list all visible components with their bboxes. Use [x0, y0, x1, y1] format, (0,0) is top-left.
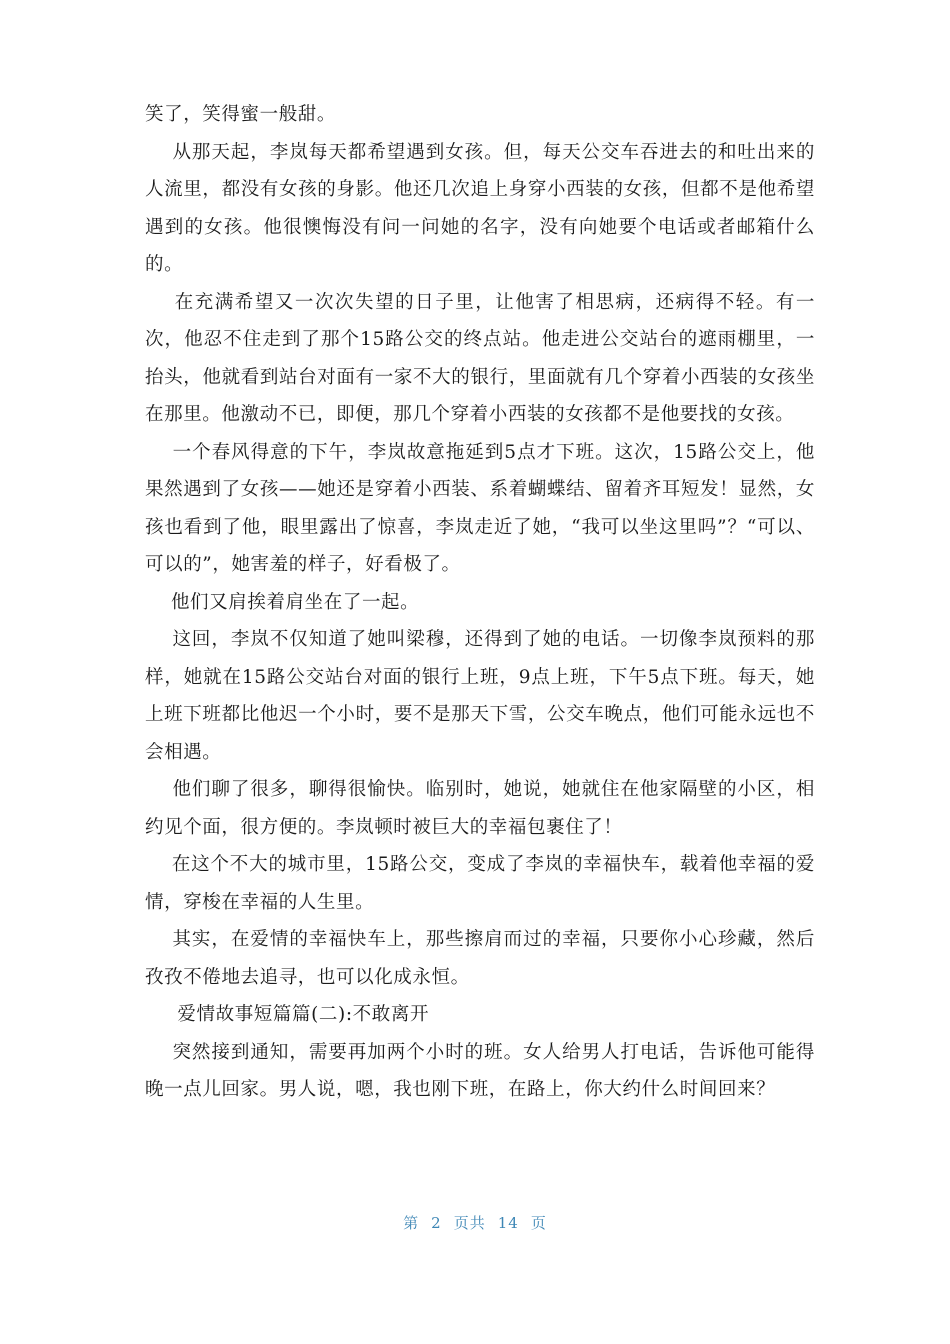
footer-suffix: 页: [530, 1214, 547, 1232]
paragraph: 在这个不大的城市里，15路公交，变成了李岚的幸福快车，载着他幸福的爱情，穿梭在幸福的人生里。: [145, 854, 815, 913]
paragraph: 一个春风得意的下午，李岚故意拖延到5点才下班。这次，15路公交上，他果然遇到了女孩——她还是穿着小西装、系着蝴蝶结、留着齐耳短发！显然，女孩也看到了他，眼里露出了惊喜，李岚走近了她，“我可以坐这里吗”？“可以、可以的”，她害羞的样子，好看极了。: [145, 441, 815, 575]
footer-page-number: 2: [431, 1214, 442, 1232]
paragraph: 他们聊了很多，聊得很愉快。临别时，她说，她就住在他家隔壁的小区，相约见个面，很方便的。李岚顿时被巨大的幸福包裹住了！: [145, 779, 815, 838]
footer-middle: 页共: [453, 1214, 486, 1232]
paragraph: 这回，李岚不仅知道了她叫梁穆，还得到了她的电话。一切像李岚预料的那样，她就在15路公交站台对面的银行上班，9点上班，下午5点下班。每天，她上班下班都比他迟一个小时，要不是那天下雪，公交车晚点，他们可能永远也不会相遇。: [145, 629, 815, 763]
paragraph: 笑了，笑得蜜一般甜。: [145, 104, 337, 125]
paragraph: 在充满希望又一次次失望的日子里，让他害了相思病，还病得不轻。有一次，他忍不住走到了那个15路公交的终点站。他走进公交站台的遮雨棚里，一抬头，他就看到站台对面有一家不大的银行，里面就有几个穿着小西装的女孩坐在那里。他激动不已，即便，那几个穿着小西装的女孩都不是他要找的女孩。: [145, 291, 815, 425]
paragraph: 其实，在爱情的幸福快车上，那些擦肩而过的幸福，只要你小心珍藏，然后孜孜不倦地去追寻，也可以化成永恒。: [145, 929, 815, 988]
paragraph: 从那天起，李岚每天都希望遇到女孩。但，每天公交车吞进去的和吐出来的人流里，都没有女孩的身影。他还几次追上身穿小西装的女孩，但都不是他希望遇到的女孩。他很懊悔没有问一问她的名字，没有向她要个电话或者邮箱什么的。: [145, 141, 815, 275]
footer-total-pages: 14: [497, 1214, 519, 1232]
paragraph: 他们又肩挨着肩坐在了一起。: [145, 591, 420, 613]
document-body: [145, 96, 815, 1109]
footer-prefix: 第: [403, 1214, 420, 1232]
section-heading: 爱情故事短篇篇(二):不敢离开: [145, 1004, 430, 1025]
paragraph: 突然接到通知，需要再加两个小时的班。女人给男人打电话，告诉他可能得晚一点儿回家。男人说，嗯，我也刚下班，在路上，你大约什么时间回来？: [145, 1041, 815, 1100]
page-footer: [0, 1212, 950, 1233]
